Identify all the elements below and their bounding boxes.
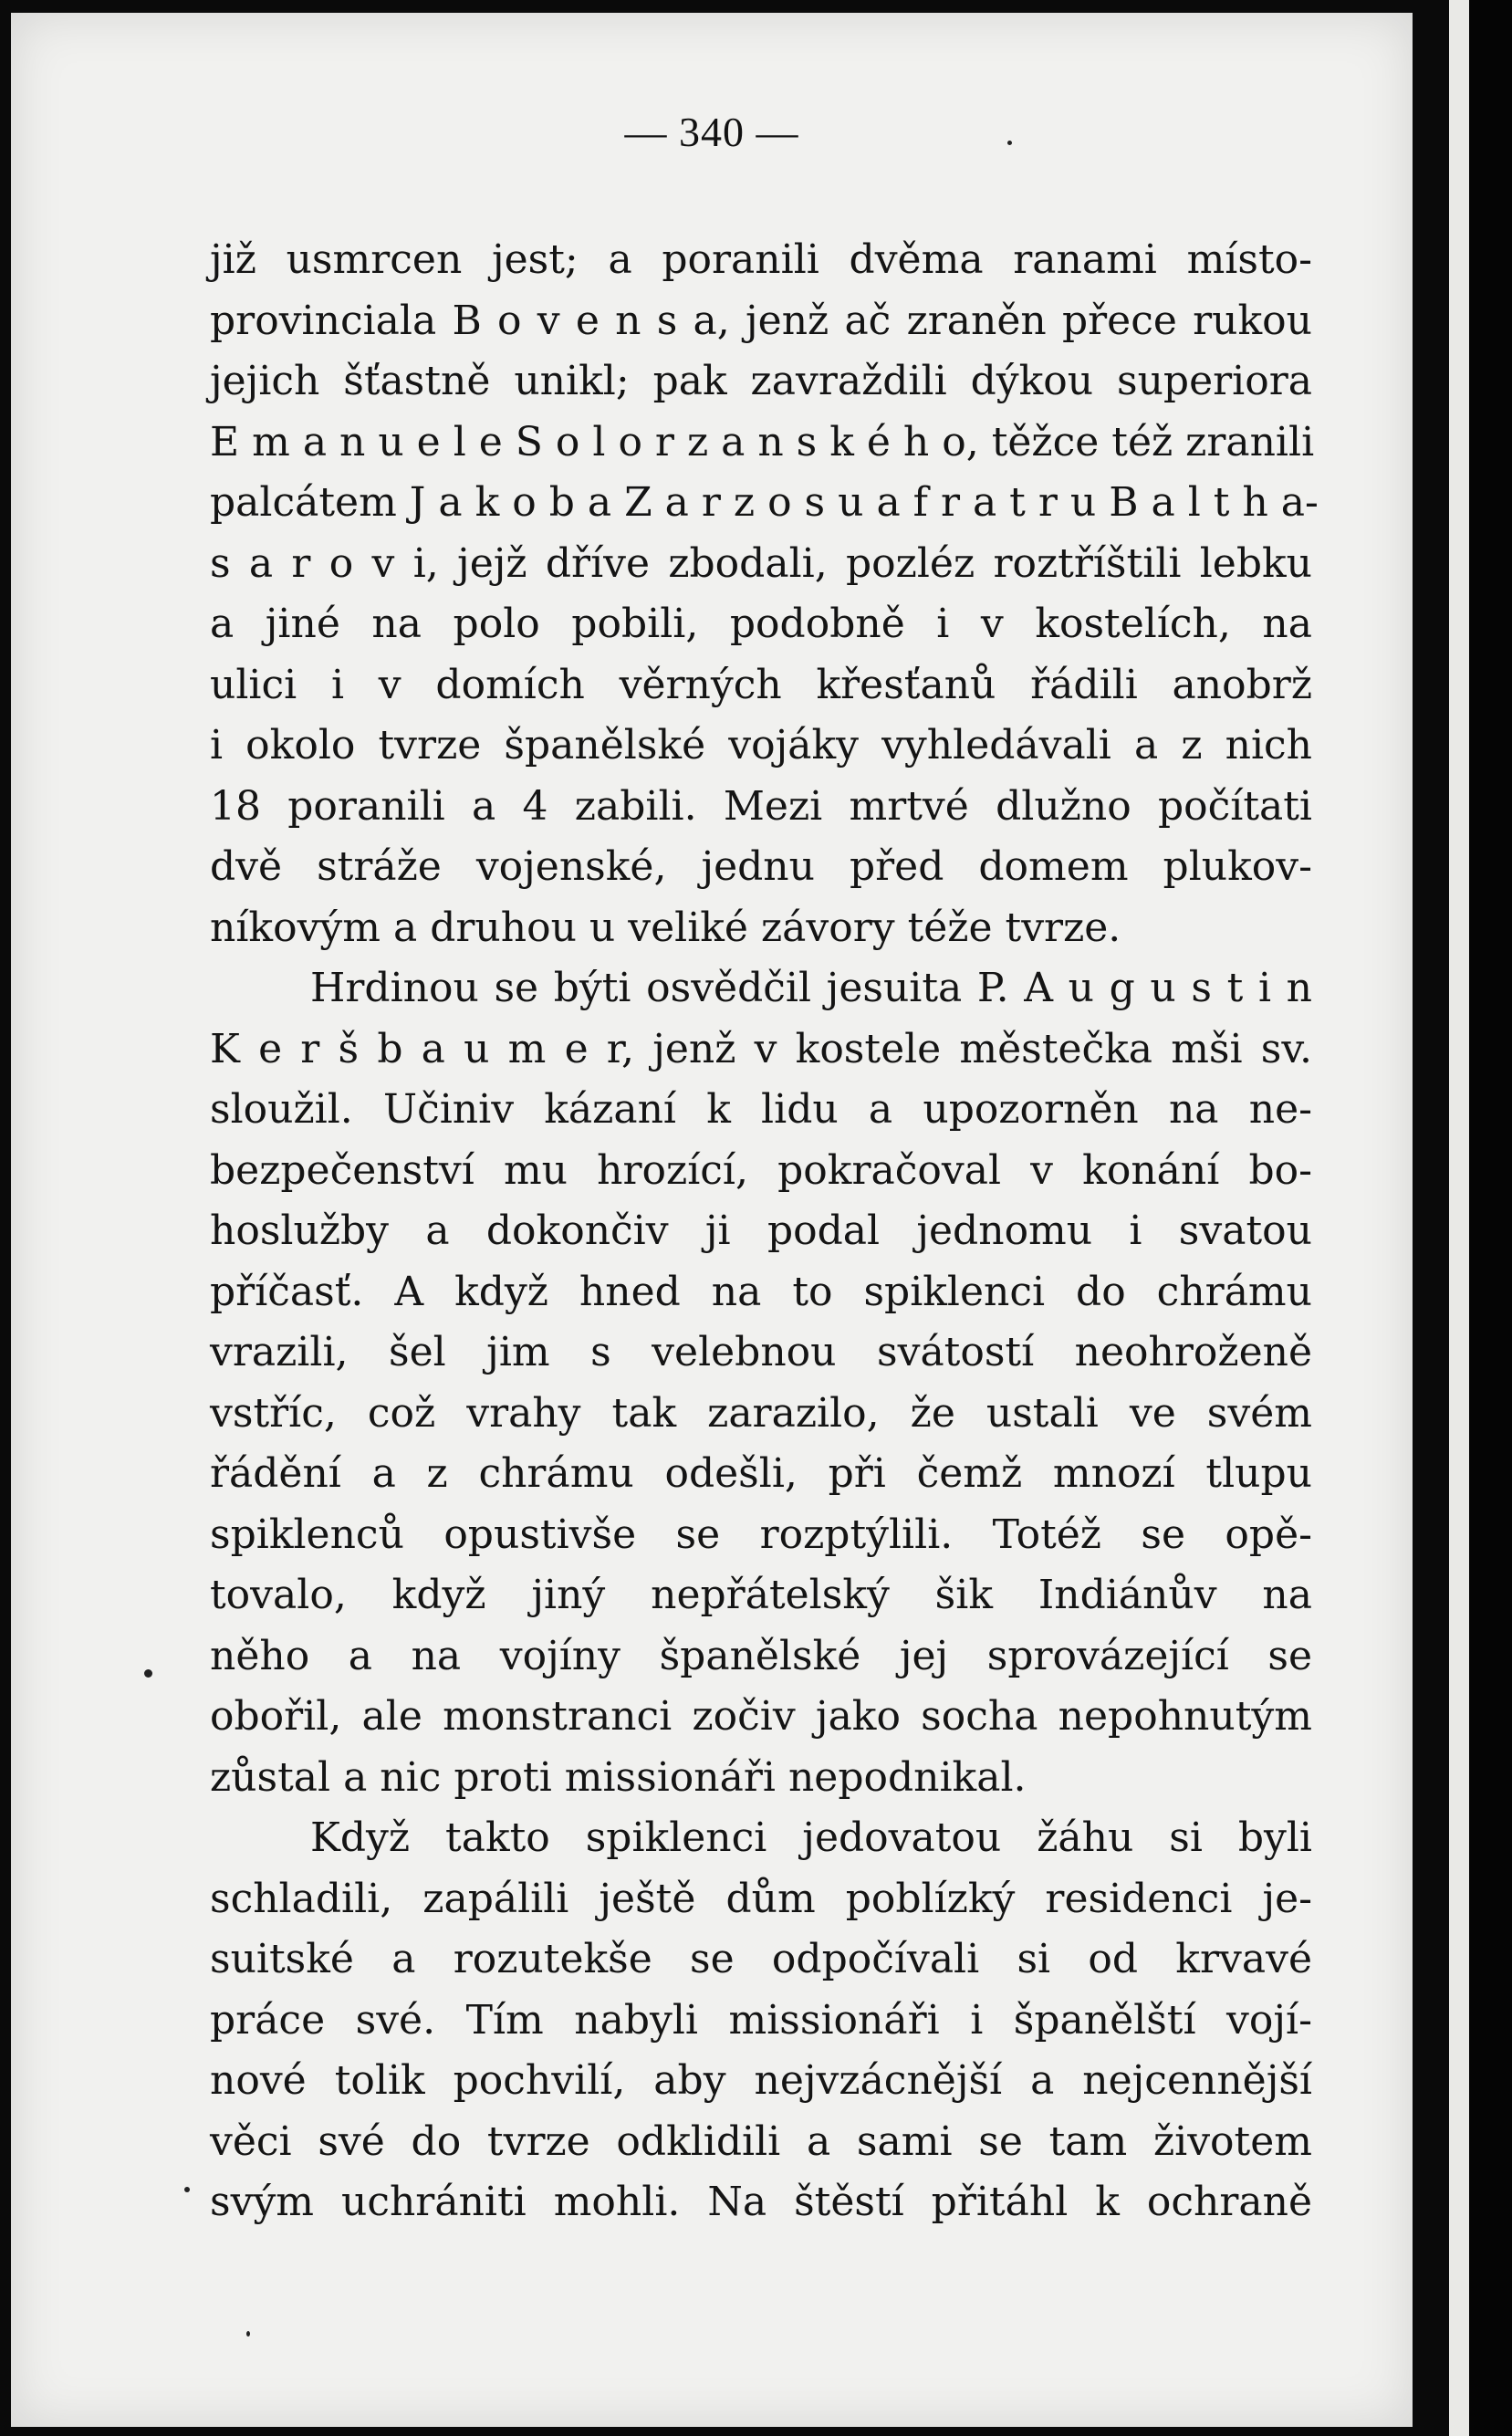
text-line: i okolo tvrze španělské vojáky vyhledávali a z nich	[210, 722, 1312, 768]
text-line: níkovým a druhou u veliké závory téže tvrze.	[210, 904, 1121, 951]
print-speck	[184, 2187, 190, 2192]
text-line: práce své. Tím nabyli missionáři i španělští vojí-	[210, 1996, 1312, 2044]
text-line: příčasť. A když hned na to spiklenci do chrámu	[210, 1268, 1312, 1315]
text-line: tovalo, když jiný nepřátelský šik Indiánův na	[210, 1572, 1312, 1618]
text-line: bezpečenství mu hrozící, pokračoval v konání bo-	[210, 1146, 1312, 1194]
text-line: jejich šťastně unikl; pak zavraždili dýkou superiora	[210, 358, 1312, 404]
text-line: palcátem J a k o b a Z a r z o s u a f r a t r u B a l t h a-	[210, 479, 1319, 526]
text-line: schladili, zapálili ještě dům poblízký residenci je-	[210, 1875, 1312, 1922]
text-line: Hrdinou se býti osvědčil jesuita P. A u g u s t i n	[310, 965, 1312, 1011]
body-text	[210, 230, 1319, 2233]
next-page-edge	[1449, 0, 1469, 2436]
text-line: K e r š b a u m e r, jenž v kostele městečka mši sv.	[210, 1025, 1312, 1072]
text-line: suitské a rozutekše se odpočívali si od krvavé	[210, 1936, 1312, 1982]
text-line: vrazili, šel jim s velebnou svátostí neohroženě	[210, 1329, 1312, 1375]
text-line: s a r o v i, jejž dříve zbodali, pozléz roztříštili lebku	[210, 539, 1312, 587]
print-speck	[144, 1669, 152, 1678]
text-line: již usmrcen jest; a poranili dvěma ranami místo-	[210, 236, 1312, 283]
book-page	[11, 13, 1413, 2427]
print-speck	[246, 2331, 250, 2337]
text-line: obořil, ale monstranci zočiv jako socha nepohnutým	[210, 1693, 1312, 1740]
text-line: dvě stráže vojenské, jednu před domem plukov-	[210, 843, 1312, 890]
text-line: provinciala B o v e n s a, jenž ač zraněn přece rukou	[210, 297, 1312, 344]
text-line: Když takto spiklenci jedovatou žáhu si byli	[310, 1814, 1312, 1861]
text-line: a jiné na polo pobili, podobně i v kostelích, na	[210, 601, 1312, 647]
print-speck	[1007, 141, 1012, 145]
page-number: — 340 —	[624, 109, 799, 155]
text-line: nové tolik pochvilí, aby nejvzácnější a nejcennější	[210, 2057, 1312, 2104]
text-line: věci své do tvrze odklidili a sami se tam životem	[210, 2117, 1312, 2165]
text-line: spiklenců opustivše se rozptýlili. Totéž se opě-	[210, 1511, 1312, 1558]
text-line: ulici i v domích věrných křesťanů řádili anobrž	[210, 661, 1312, 708]
text-line: zůstal a nic proti missionáři nepodnikal.	[210, 1753, 1027, 1801]
scan-border	[1469, 0, 1512, 2436]
text-line: sloužil. Učiniv kázaní k lidu a upozorněn na ne-	[210, 1086, 1312, 1133]
text-line: 18 poranili a 4 zabili. Mezi mrtvé dlužno počítati	[210, 782, 1312, 830]
text-line: hoslužby a dokončiv ji podal jednomu i svatou	[210, 1208, 1312, 1254]
text-line: něho a na vojíny španělské jej sprovázející se	[210, 1632, 1312, 1679]
text-line: vstříc, což vrahy tak zarazilo, že ustali ve svém	[210, 1389, 1312, 1437]
text-line: řádění a z chrámu odešli, při čemž mnozí tlupu	[210, 1450, 1312, 1497]
text-line: svým uchrániti mohli. Na štěstí přitáhl k ochraně	[210, 2179, 1312, 2225]
text-line: E m a n u e l e S o l o r z a n s k é h o, těžce též zranili	[210, 418, 1315, 465]
